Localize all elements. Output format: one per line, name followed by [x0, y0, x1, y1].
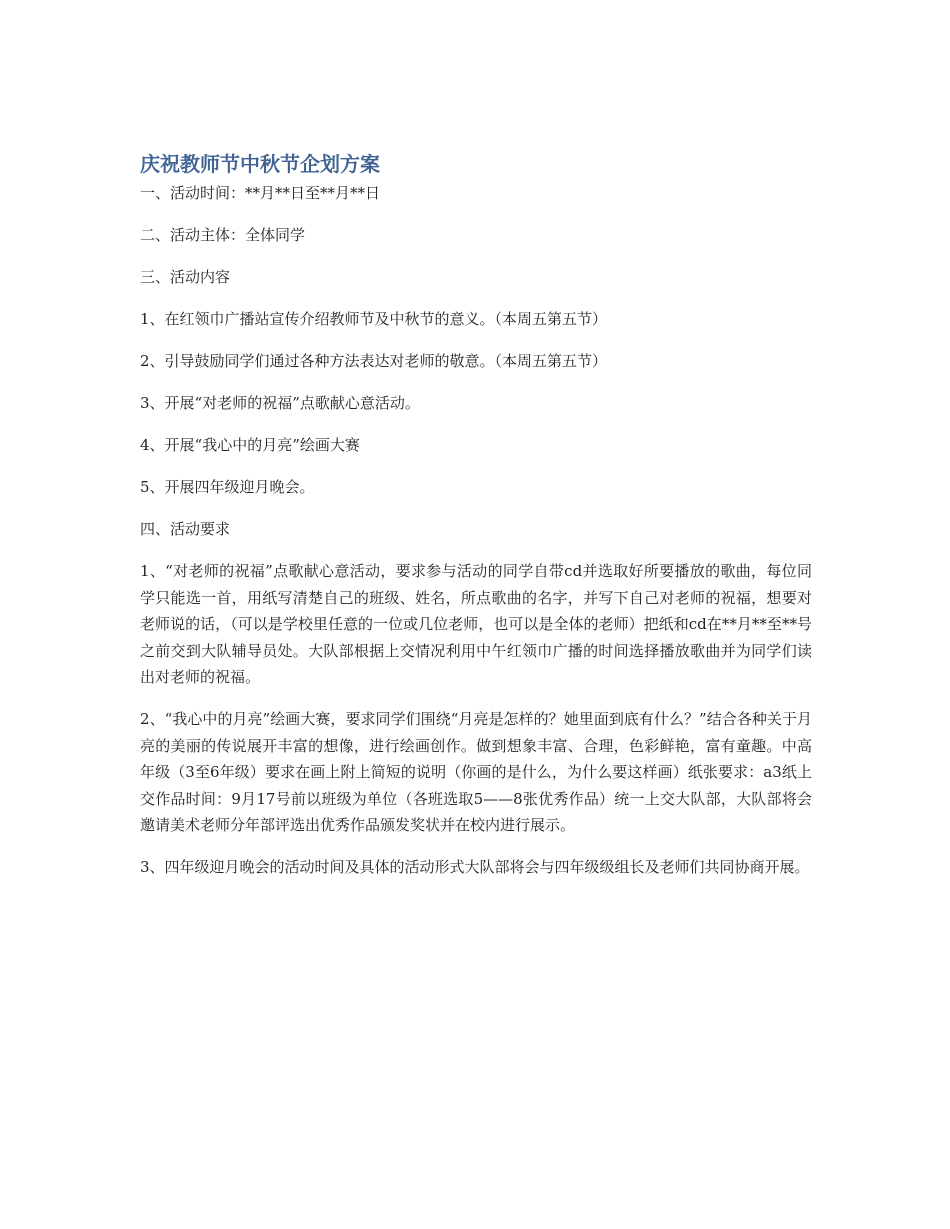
requirement-item-1: 1、“对老师的祝福”点歌献心意活动，要求参与活动的同学自带cd并选取好所要播放的歌曲，每位同学只能选一首，用纸写清楚自己的班级、姓名，所点歌曲的名字，并写下自己对老师的祝福，想要对老师说的话，（可以是学校里任意的一位或几位老师，也可以是全体的老师）把纸和cd在**月**至**号之前交到大队辅导员处。大队部根据上交情况利用中午红领巾广播的时间选择播放歌曲并为同学们读出对老师的祝福。: [140, 562, 812, 686]
content-item-2: 2、引导鼓励同学们通过各种方法表达对老师的敬意。（本周五第五节）: [140, 352, 608, 370]
section-3-heading: 三、活动内容: [140, 268, 231, 286]
content-item-1: 1、在红领巾广播站宣传介绍教师节及中秋节的意义。（本周五第五节）: [140, 310, 608, 328]
requirement-item-3: 3、四年级迎月晚会的活动时间及具体的活动形式大队部将会与四年级级组长及老师们共同协商开展。: [140, 858, 810, 876]
document-title: 庆祝教师节中秋节企划方案: [140, 152, 380, 176]
content-item-5: 5、开展四年级迎月晚会。: [140, 478, 315, 496]
content-item-4: 4、开展“我心中的月亮”绘画大赛: [140, 436, 360, 454]
section-2-participants: 二、活动主体：全体同学: [140, 226, 306, 244]
requirement-item-2: 2、“我心中的月亮”绘画大赛，要求同学们围绕“月亮是怎样的？她里面到底有什么？”结合各种关于月亮的美丽的传说展开丰富的想像，进行绘画创作。做到想象丰富、合理，色彩鲜艳，富有童趣。中高年级（3至6年级）要求在画上附上简短的说明（你画的是什么，为什么要这样画）纸张要求：a3纸上交作品时间：9月17号前以班级为单位（各班选取5——8张优秀作品）统一上交大队部，大队部将会邀请美术老师分年部评选出优秀作品颁发奖状并在校内进行展示。: [140, 710, 812, 834]
section-1-time: 一、活动时间：**月**日至**月**日: [140, 184, 381, 202]
document-body: [140, 150, 812, 896]
content-item-3: 3、开展“对老师的祝福”点歌献心意活动。: [140, 394, 420, 412]
section-4-heading: 四、活动要求: [140, 520, 231, 538]
